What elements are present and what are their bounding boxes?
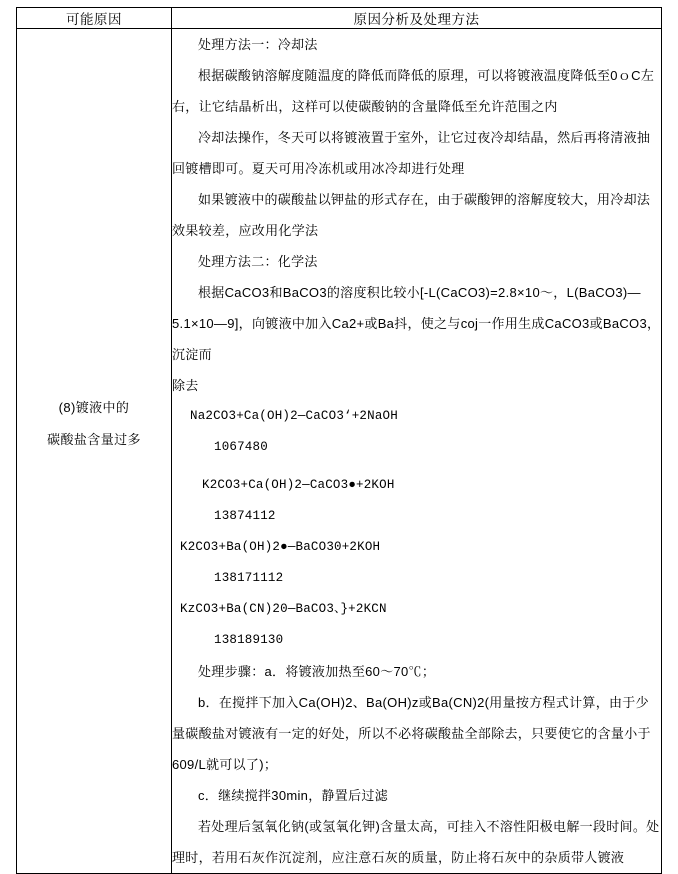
paragraph-3: 如果镀液中的碳酸盐以钾盐的形式存在，由于碳酸钾的溶解度较大，用冷却法效果较差，应改用化学法 (172, 192, 651, 238)
step-b: b．在搅拌下加入Ca(OH)2、Ba(OH)z或Ba(CN)2(用量按方程式计算，由于少量碳酸盐对镀液有一定的好处，所以不必将碳酸盐全部除去，只要使它的含量小于609/L就可以了)； (172, 695, 651, 772)
paragraph-4: 根据CaCO3和BaCO3的溶度积比较小[-L(CaCO3)=2.8×10～，L(BaCO3)—5.1×10—9]，向镀液中加入Ca2+或Ba抖，使之与coj一作用生成CaCO3或BaCO3，沉淀而 (172, 285, 661, 362)
paragraph-1: 根据碳酸钠溶解度随温度的降低而降低的原理，可以将镀液温度降低至0ｏC左右，让它结晶析出，这样可以使碳酸钠的含量降低至允许范围之内 (172, 68, 655, 114)
process-table (16, 7, 662, 874)
equation-2-numbers: 13874112 (214, 509, 276, 523)
step-c: c．继续搅拌30min，静置后过滤 (198, 788, 389, 803)
equation-3-numbers: 138171112 (214, 571, 284, 585)
equation-4: KzCO3+Ba(CN)20—BaCO3、}+2KCN (180, 602, 387, 616)
paragraph-6: 若处理后氢氧化钠(或氢氧化钾)含量太高，可挂入不溶性阳极电解一段时间。处理时，若用石灰作沉淀剂，应注意石灰的质量，防止将石灰中的杂质带人镀液 (172, 819, 660, 865)
cause-text-block (17, 392, 171, 456)
table-header-row (17, 8, 662, 29)
steps-title: 处理步骤：a．将镀液加热至60～70℃； (198, 664, 436, 679)
header-cause: 可能原因 (17, 8, 172, 29)
cause-line-1: (8)镀液中的 (58, 400, 130, 415)
equation-1: Na2CO3+Ca(OH)2—CaCO3‘+2NaOH (190, 409, 398, 423)
method-two-title: 处理方法二：化学法 (198, 254, 318, 269)
spacer (172, 463, 661, 470)
cause-line-2: 碳酸盐含量过多 (47, 432, 141, 447)
document-page (0, 7, 678, 863)
header-analysis: 原因分析及处理方法 (172, 8, 662, 29)
equation-1-numbers: 1067480 (214, 440, 268, 454)
cell-cause (17, 29, 172, 874)
equation-3: K2CO3+Ba(OH)2●—BaCO30+2KOH (180, 540, 381, 554)
table-row (17, 29, 662, 874)
paragraph-2: 冷却法操作，冬天可以将镀液置于室外，让它过夜冷却结晶，然后再将清液抽回镀槽即可。夏天可用冷冻机或用冰冷却进行处理 (172, 130, 651, 176)
paragraph-5: 除去 (172, 378, 199, 393)
equation-2: K2CO3+Ca(OH)2—CaCO3●+2KOH (202, 478, 395, 492)
equation-4-numbers: 138189130 (214, 633, 284, 647)
method-one-title: 处理方法一：冷却法 (198, 37, 318, 52)
cell-analysis (172, 29, 662, 874)
